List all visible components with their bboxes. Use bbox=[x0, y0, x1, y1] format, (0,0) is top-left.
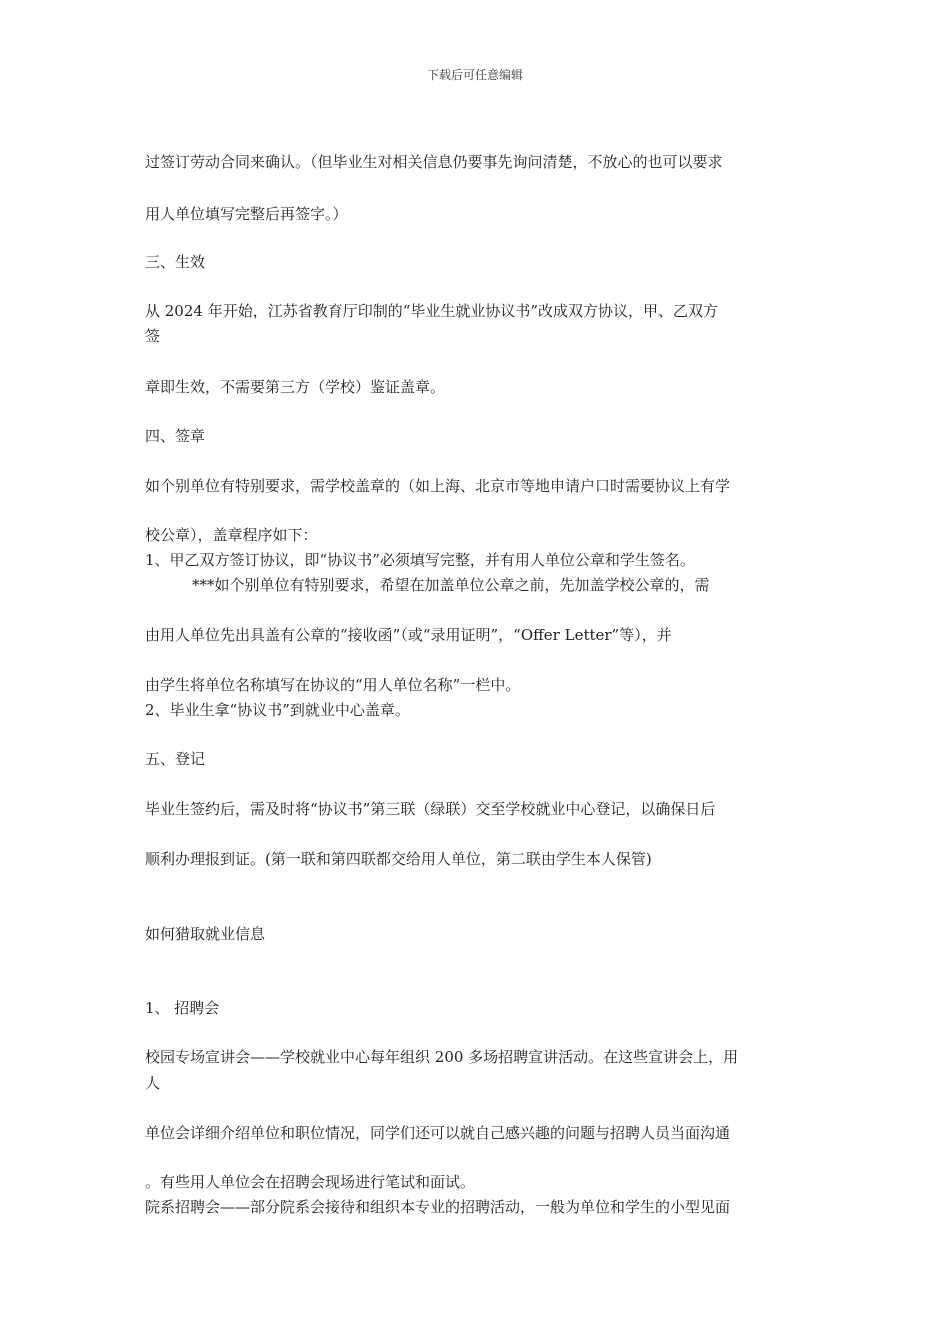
text-line: 过签订劳动合同来确认。（但毕业生对相关信息仍要事先询问清楚，不放心的也可以要求 bbox=[145, 153, 723, 171]
text-line: 毕业生签约后，需及时将“协议书”第三联（绿联）交至学校就业中心登记，以确保日后 bbox=[145, 800, 716, 818]
text-line: 顺利办理报到证。(第一联和第四联都交给用人单位，第二联由学生本人保管) bbox=[145, 850, 652, 868]
page-header: 下载后可任意编辑 bbox=[426, 68, 523, 82]
text-line: 。有些用人单位会在招聘会现场进行笔试和面试。 bbox=[145, 1173, 476, 1191]
text-line: 由学生将单位名称填写在协议的“用人单位名称”一栏中。 bbox=[145, 676, 521, 694]
section-heading: 1、 招聘会 bbox=[145, 999, 220, 1017]
section-heading: 如何猎取就业信息 bbox=[145, 925, 266, 943]
text-line: 2、毕业生拿“协议书”到就业中心盖章。 bbox=[145, 701, 410, 719]
text-line: 章即生效，不需要第三方（学校）鉴证盖章。 bbox=[145, 378, 446, 396]
text-line: 由用人单位先出具盖有公章的“接收函”（或“录用证明”，“Offer Letter”等），并 bbox=[145, 626, 672, 644]
text-line: 从 2024 年开始，江苏省教育厅印制的“毕业生就业协议书”改成双方协议，甲、乙双方 bbox=[145, 302, 719, 320]
text-line: 人 bbox=[145, 1074, 161, 1092]
text-line: 单位会详细介绍单位和职位情况，同学们还可以就自己感兴趣的问题与招聘人员当面沟通 bbox=[145, 1124, 731, 1142]
section-heading: 五、登记 bbox=[145, 750, 206, 768]
text-line: 校公章），盖章程序如下： bbox=[145, 526, 318, 544]
text-line: 签 bbox=[145, 327, 161, 345]
text-line: 如个别单位有特别要求，需学校盖章的（如上海、北京市等地申请户口时需要协议上有学 bbox=[145, 477, 731, 495]
text-line: 1、甲乙双方签订协议，即“协议书”必须填写完整，并有用人单位公章和学生签名。 bbox=[145, 551, 695, 569]
text-line: ***如个别单位有特别要求，希望在加盖单位公章之前，先加盖学校公章的，需 bbox=[192, 576, 710, 594]
text-line: 校园专场宣讲会——学校就业中心每年组织 200 多场招聘宣讲活动。在这些宣讲会上，用 bbox=[145, 1048, 739, 1066]
text-line: 用人单位填写完整后再签字。） bbox=[145, 205, 348, 223]
text-line: 院系招聘会——部分院系会接待和组织本专业的招聘活动，一般为单位和学生的小型见面 bbox=[145, 1198, 731, 1216]
section-heading: 四、签章 bbox=[145, 427, 206, 445]
section-heading: 三、生效 bbox=[145, 253, 206, 271]
